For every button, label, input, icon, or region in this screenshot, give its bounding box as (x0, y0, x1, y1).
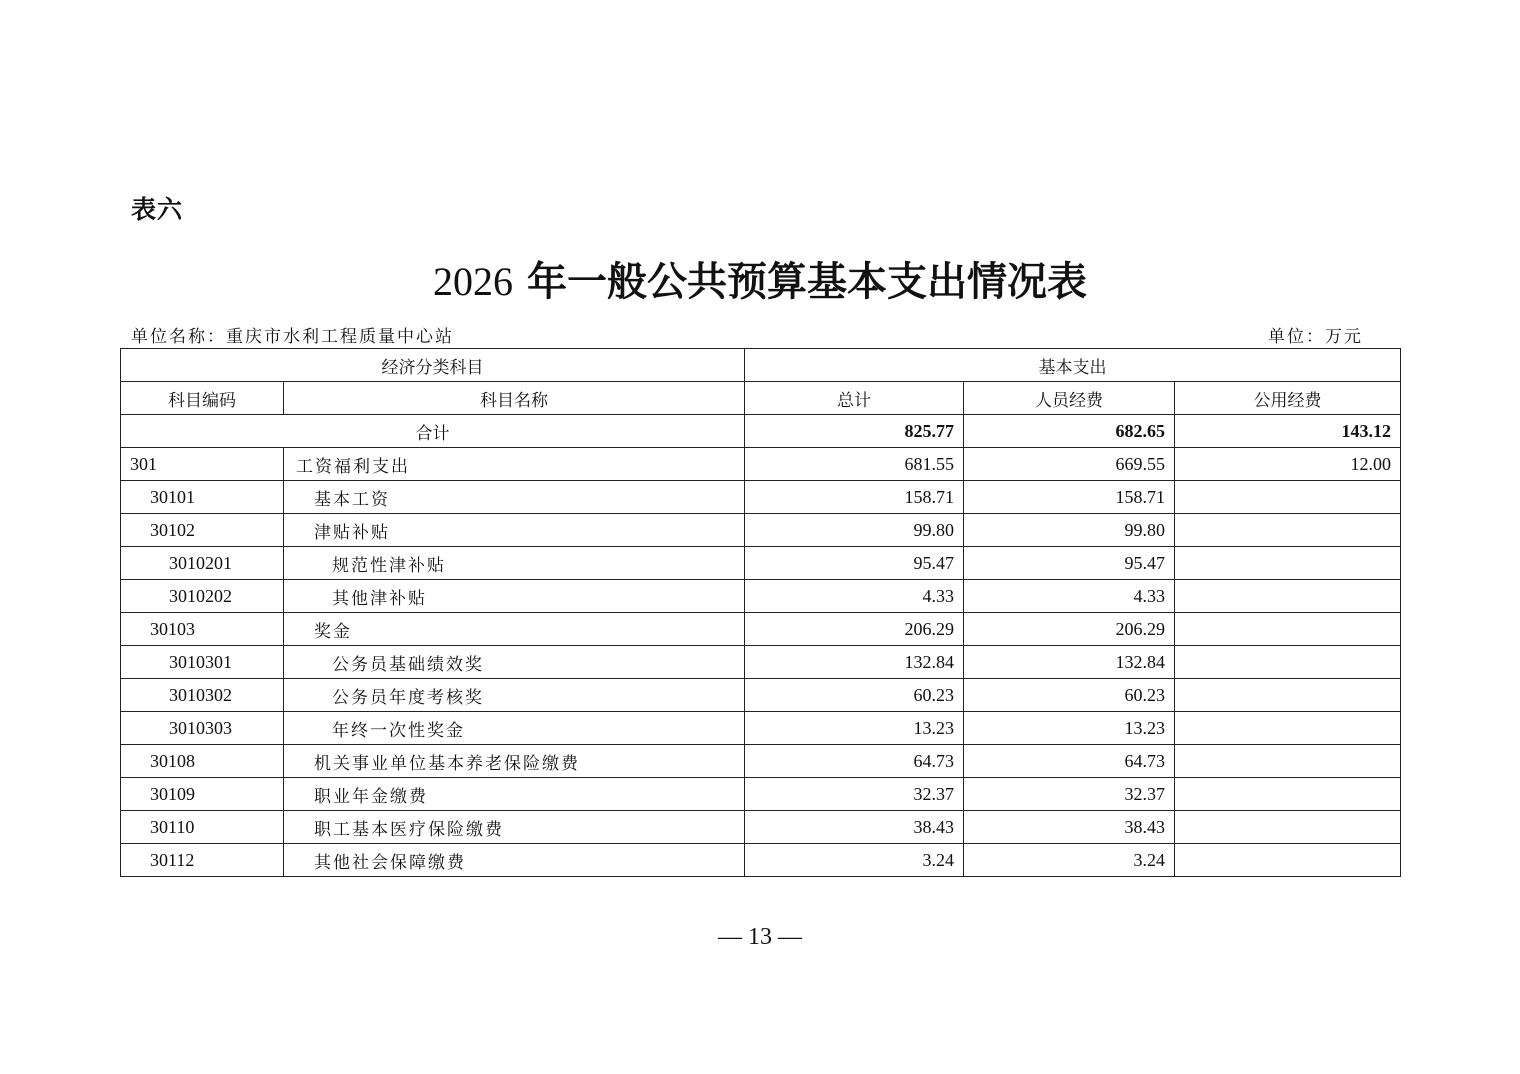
header-name: 科目名称 (284, 382, 745, 415)
row-code: 3010302 (121, 679, 284, 712)
row-name: 奖金 (284, 613, 745, 646)
row-personnel: 132.84 (964, 646, 1175, 679)
header-basic-expenditure: 基本支出 (745, 349, 1401, 382)
row-code: 30103 (121, 613, 284, 646)
row-total: 32.37 (745, 778, 964, 811)
row-total: 4.33 (745, 580, 964, 613)
row-public (1175, 679, 1401, 712)
row-personnel: 99.80 (964, 514, 1175, 547)
header-public: 公用经费 (1175, 382, 1401, 415)
row-personnel: 13.23 (964, 712, 1175, 745)
meta-row (131, 322, 1363, 347)
header-economic-category: 经济分类科目 (121, 349, 745, 382)
row-personnel: 60.23 (964, 679, 1175, 712)
row-public (1175, 547, 1401, 580)
table-row (121, 745, 1401, 778)
row-personnel: 38.43 (964, 811, 1175, 844)
table-row (121, 613, 1401, 646)
row-personnel: 64.73 (964, 745, 1175, 778)
row-name: 职业年金缴费 (284, 778, 745, 811)
row-public (1175, 844, 1401, 877)
row-total: 13.23 (745, 712, 964, 745)
table-row (121, 811, 1401, 844)
row-name: 年终一次性奖金 (284, 712, 745, 745)
header-column-row (121, 382, 1401, 415)
total-label: 合计 (121, 415, 745, 448)
row-personnel: 4.33 (964, 580, 1175, 613)
header-total: 总计 (745, 382, 964, 415)
row-public: 12.00 (1175, 448, 1401, 481)
row-public (1175, 745, 1401, 778)
row-public (1175, 613, 1401, 646)
table-label: 表六 (131, 195, 184, 224)
row-public (1175, 514, 1401, 547)
table-row (121, 712, 1401, 745)
row-public (1175, 712, 1401, 745)
row-total: 3.24 (745, 844, 964, 877)
row-code: 30102 (121, 514, 284, 547)
table-row (121, 778, 1401, 811)
row-code: 3010202 (121, 580, 284, 613)
row-public (1175, 481, 1401, 514)
row-total: 60.23 (745, 679, 964, 712)
row-name: 其他津补贴 (284, 580, 745, 613)
unit-label: 单位：万元 (1268, 327, 1363, 347)
row-name: 工资福利支出 (284, 448, 745, 481)
row-name: 公务员年度考核奖 (284, 679, 745, 712)
row-total: 206.29 (745, 613, 964, 646)
page-number: — 13 — (718, 924, 802, 950)
header-group-row (121, 349, 1401, 382)
row-name: 规范性津补贴 (284, 547, 745, 580)
row-total: 99.80 (745, 514, 964, 547)
row-name: 公务员基础绩效奖 (284, 646, 745, 679)
row-public (1175, 811, 1401, 844)
table-row (121, 580, 1401, 613)
row-name: 机关事业单位基本养老保险缴费 (284, 745, 745, 778)
table-row (121, 514, 1401, 547)
row-code: 3010303 (121, 712, 284, 745)
row-personnel: 32.37 (964, 778, 1175, 811)
row-code: 301 (121, 448, 284, 481)
row-code: 30108 (121, 745, 284, 778)
total-personnel: 682.65 (964, 415, 1175, 448)
row-personnel: 3.24 (964, 844, 1175, 877)
row-public (1175, 778, 1401, 811)
row-code: 30110 (121, 811, 284, 844)
row-personnel: 158.71 (964, 481, 1175, 514)
row-personnel: 95.47 (964, 547, 1175, 580)
row-code: 3010301 (121, 646, 284, 679)
row-total: 38.43 (745, 811, 964, 844)
total-value: 825.77 (745, 415, 964, 448)
row-total: 132.84 (745, 646, 964, 679)
row-total: 64.73 (745, 745, 964, 778)
table-row (121, 646, 1401, 679)
table-row (121, 679, 1401, 712)
row-code: 30112 (121, 844, 284, 877)
table-row (121, 448, 1401, 481)
row-total: 95.47 (745, 547, 964, 580)
row-public (1175, 580, 1401, 613)
header-code: 科目编码 (121, 382, 284, 415)
row-code: 30101 (121, 481, 284, 514)
row-name: 基本工资 (284, 481, 745, 514)
row-personnel: 669.55 (964, 448, 1175, 481)
total-row (121, 415, 1401, 448)
row-personnel: 206.29 (964, 613, 1175, 646)
row-name: 职工基本医疗保险缴费 (284, 811, 745, 844)
table-row (121, 844, 1401, 877)
row-total: 158.71 (745, 481, 964, 514)
table-row (121, 547, 1401, 580)
title-text: 年一般公共预算基本支出情况表 (526, 258, 1087, 305)
table-row (121, 481, 1401, 514)
title-year: 2026 (433, 259, 514, 304)
row-code: 3010201 (121, 547, 284, 580)
row-name: 其他社会保障缴费 (284, 844, 745, 877)
row-public (1175, 646, 1401, 679)
budget-table (120, 348, 1401, 877)
unit-name: 单位名称：重庆市水利工程质量中心站 (131, 327, 454, 347)
row-name: 津贴补贴 (284, 514, 745, 547)
row-total: 681.55 (745, 448, 964, 481)
total-public: 143.12 (1175, 415, 1401, 448)
header-personnel: 人员经费 (964, 382, 1175, 415)
page-title (0, 250, 1520, 307)
row-code: 30109 (121, 778, 284, 811)
